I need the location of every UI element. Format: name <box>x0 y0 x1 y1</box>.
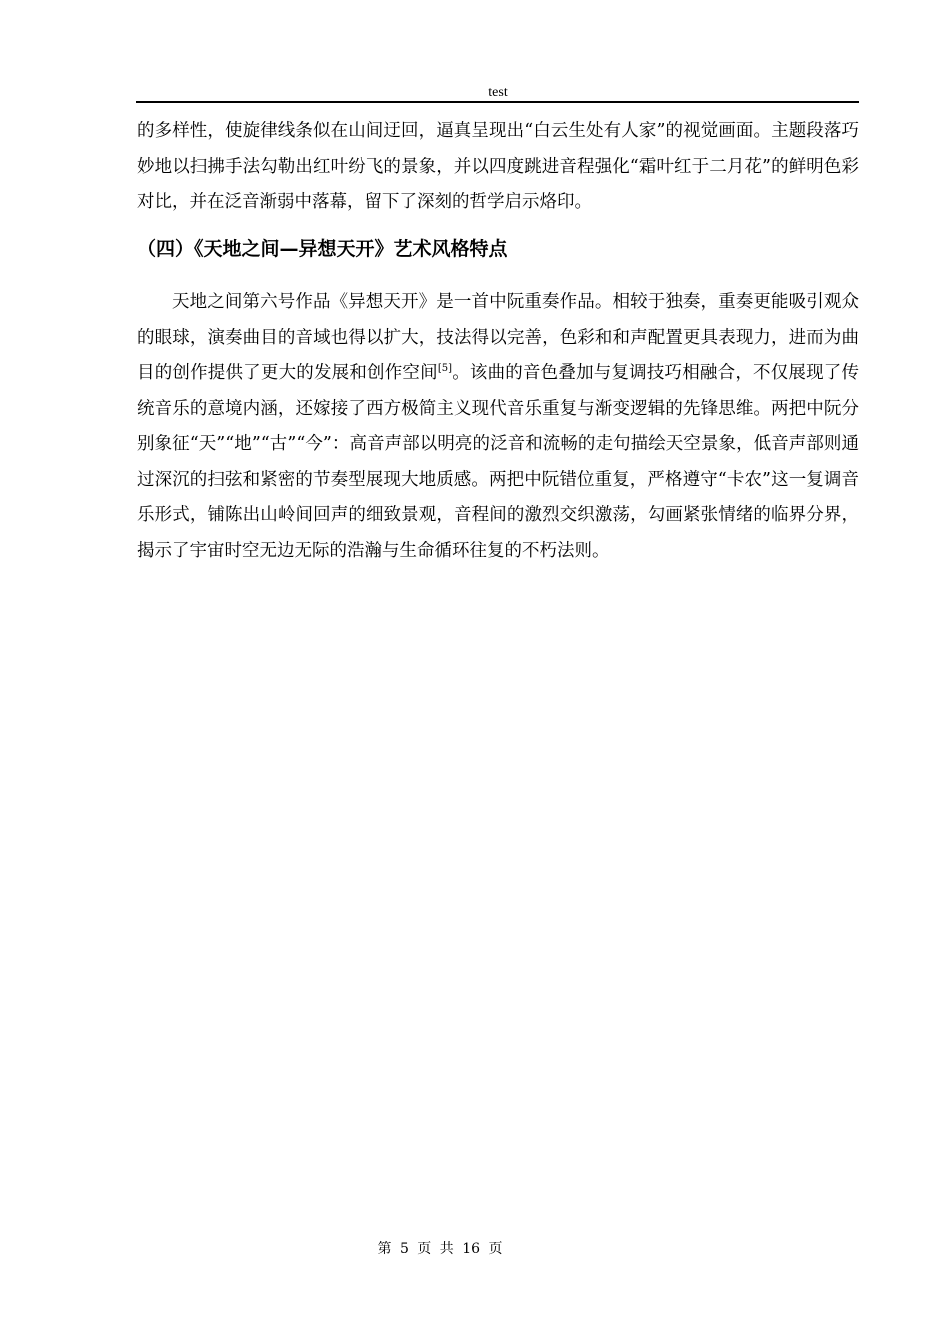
header-divider <box>136 101 859 103</box>
section-heading: （四）《天地之间—异想天开》艺术风格特点 <box>137 238 508 260</box>
paragraph-continued: 的多样性，使旋律线条似在山间迂回，逼真呈现出“白云生处有人家”的视觉画面。主题段落巧妙地以扫拂手法勾勒出红叶纷飞的景象，并以四度跳进音程强化“霜叶红于二月花”的鲜明色彩对比，并在泛音渐弱中落幕，留下了深刻的哲学启示烙印。 <box>137 121 859 212</box>
paragraph-main <box>137 285 859 569</box>
page-header-title: test <box>488 85 508 100</box>
paragraph-main-text-1: 天地之间第六号作品《异想天开》是一首中阮重奏作品。相较于独奏，重奏更能吸引观众的眼球，演奏曲目的音域也得以扩大，技法得以完善，色彩和和声配置更具表现力，进而为曲目的创作提供了更大的发展和创作空间 <box>137 292 859 383</box>
page-number-footer: 第 5 页 共 16 页 <box>377 1241 503 1257</box>
citation-reference: [5] <box>437 363 452 375</box>
paragraph-main-text-2: 。该曲的音色叠加与复调技巧相融合，不仅展现了传统音乐的意境内涵，还嫁接了西方极简主义现代音乐重复与渐变逻辑的先锋思维。两把中阮分别象征“天”“地”“古”“今”：高音声部以明亮的泛音和流畅的走句描绘天空景象，低音声部则通过深沉的扫弦和紧密的节奏型展现大地质感。两把中阮错位重复，严格遵守“卡农”这一复调音乐形式，铺陈出山岭间回声的细致景观，音程间的激烈交织激荡，勾画紧张情绪的临界分界，揭示了宇宙时空无边无际的浩瀚与生命循环往复的不朽法则。 <box>137 363 859 561</box>
